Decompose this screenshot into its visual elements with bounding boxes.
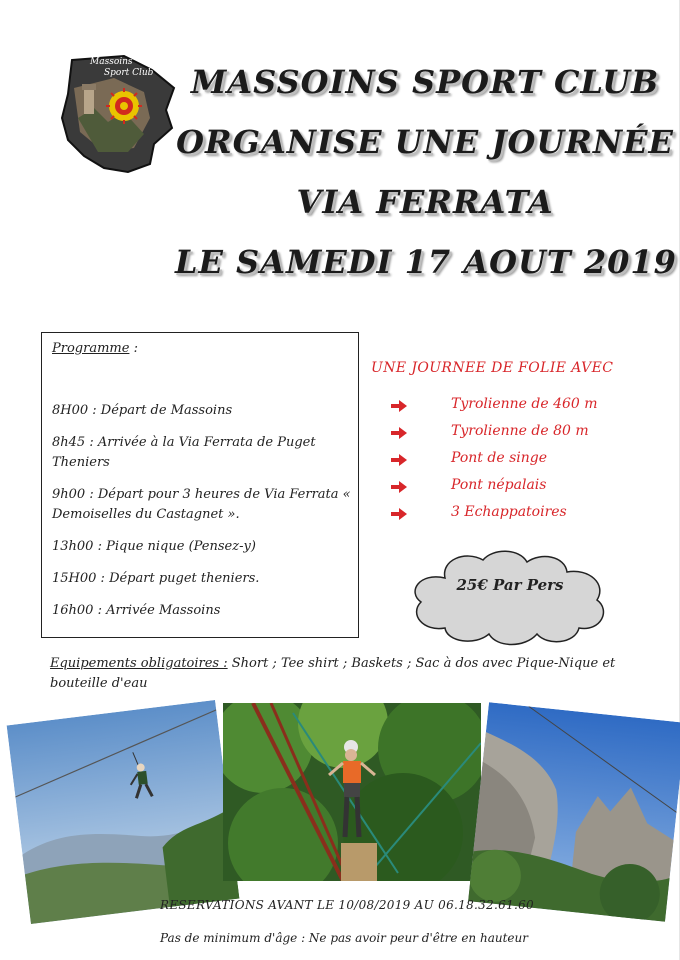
programme-item: 8H00 : Départ de Massoins (52, 403, 233, 418)
zipline-photo (7, 700, 240, 924)
programme-item: 9h00 : Départ pour 3 heures de Via Ferrata « Demoiselles du Castagnet ». (52, 487, 351, 522)
logo-text-line2: Sport Club (104, 68, 154, 78)
highlights-title: UNE JOURNEE DE FOLIE AVEC (371, 360, 614, 376)
equipment-note (50, 654, 660, 694)
programme-item: 15H00 : Départ puget theniers. (52, 571, 260, 586)
title-club-name: MASSOINS SPORT CLUB (190, 63, 660, 101)
highlight-text: Tyrolienne de 460 m (451, 396, 598, 412)
programme-item: 8h45 : Arrivée à la Via Ferrata de Puget Theniers (52, 435, 316, 470)
title-via-ferrata: VIA FERRATA (296, 183, 554, 221)
highlight-text: Tyrolienne de 80 m (451, 423, 589, 439)
programme-item: 16h00 : Arrivée Massoins (52, 603, 221, 618)
price-cloud-shape (405, 548, 615, 648)
equipment-label: Equipements obligatoires : (50, 656, 228, 671)
equipment-text: Short ; Tee shirt ; Baskets ; Sac à dos avec Pique-Nique et bouteille d'eau (50, 656, 616, 691)
programme-item: 13h00 : Pique nique (Pensez-y) (52, 539, 256, 554)
arrow-right-icon (390, 399, 408, 413)
cliff-photo (468, 702, 680, 922)
logo-text-line1: Massoins (90, 57, 133, 67)
highlight-text: Pont népalais (451, 477, 547, 493)
arrow-right-icon (390, 453, 408, 467)
club-logo (54, 48, 184, 178)
title-organise: ORGANISE UNE JOURNÉE (176, 123, 674, 161)
reservation-note: RESERVATIONS AVANT LE 10/08/2019 AU 06.18.32.61.60 (160, 898, 534, 912)
title-date: LE SAMEDI 17 AOUT 2019 (175, 243, 677, 281)
highlight-text: Pont de singe (451, 450, 547, 466)
highlight-text: 3 Echappatoires (451, 504, 567, 520)
programme-heading-label: Programme (52, 341, 130, 356)
programme-heading (52, 341, 138, 356)
bridge-photo (223, 703, 481, 881)
arrow-right-icon (390, 507, 408, 521)
age-note: Pas de minimum d'âge : Ne pas avoir peur d'être en hauteur (160, 931, 528, 945)
arrow-right-icon (390, 480, 408, 494)
programme-box (41, 332, 359, 638)
arrow-right-icon (390, 426, 408, 440)
programme-heading-suffix: : (129, 341, 138, 356)
price-label: 25€ Par Pers (456, 576, 564, 594)
